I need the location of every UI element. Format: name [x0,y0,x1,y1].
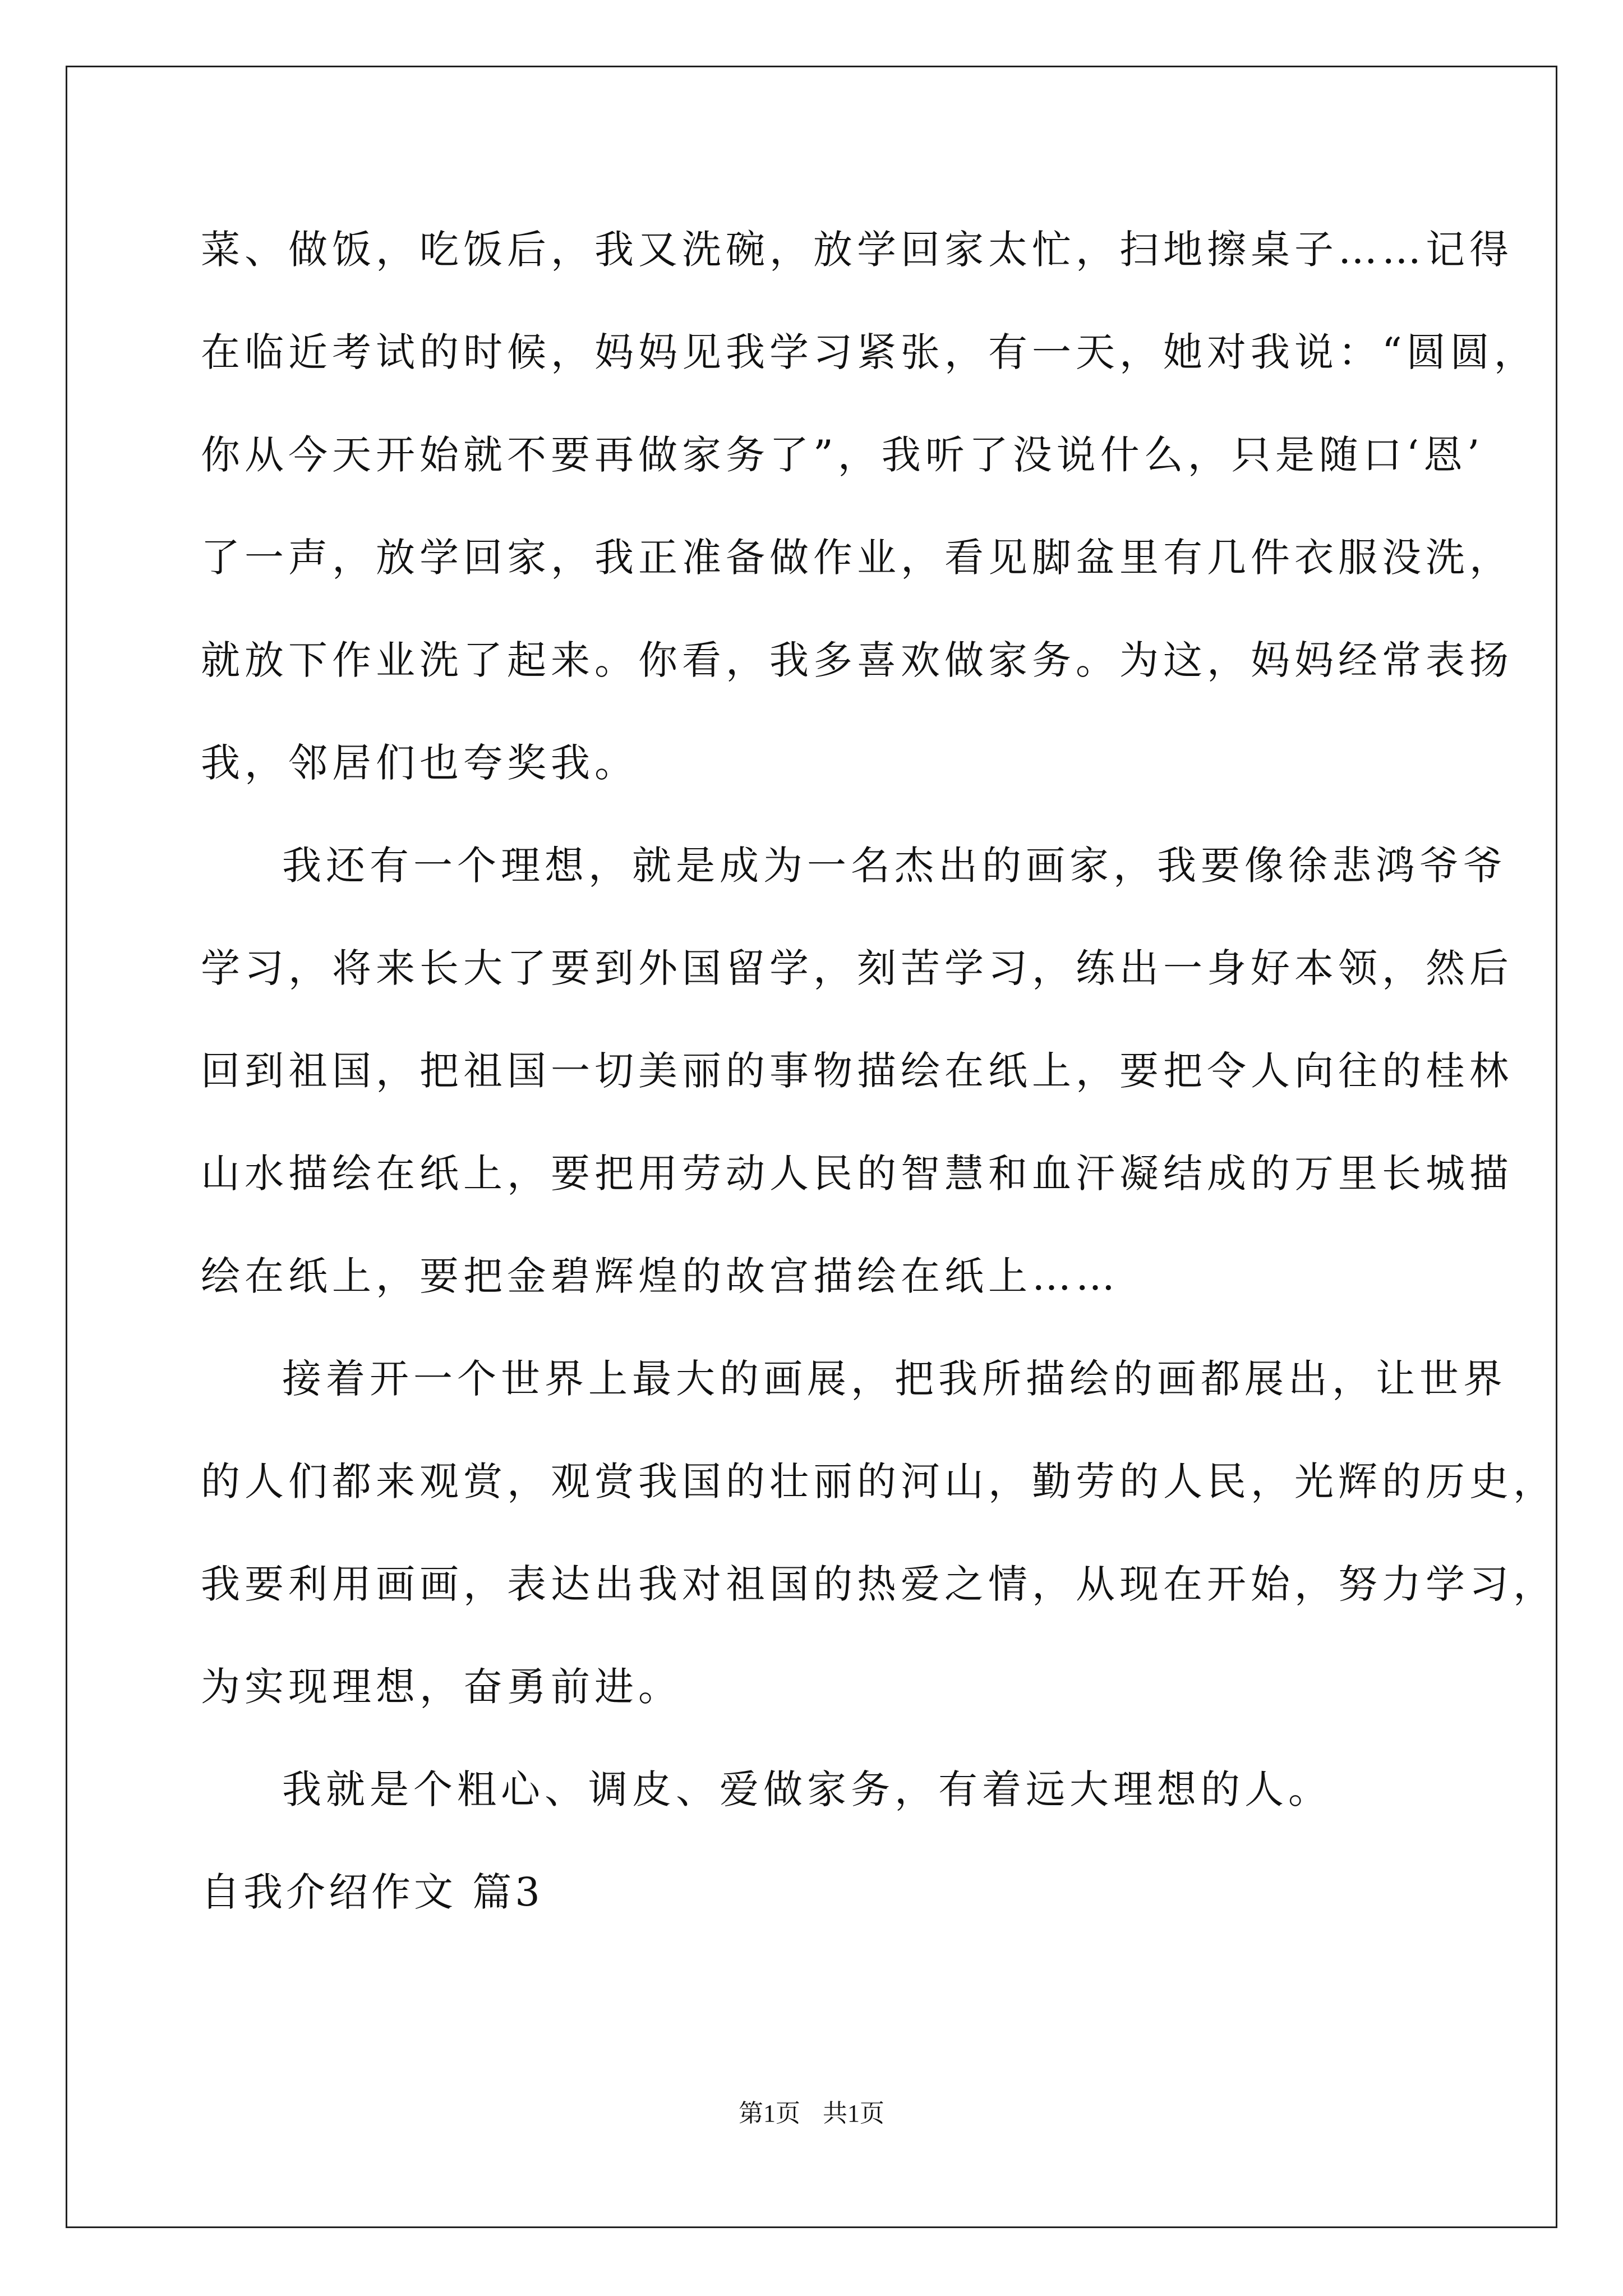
text-line-6: 我，邻居们也夸奖我。 [201,740,638,786]
text-line-4: 了一声，放学回家，我正准备做作业，看见脚盆里有几件衣服没洗， [201,535,1513,581]
text-line-9: 回到祖国，把祖国一切美丽的事物描绘在纸上，要把令人向往的桂林 [201,1048,1513,1094]
text-line-16: 我就是个粗心、调皮、爱做家务，有着远大理想的人。 [282,1766,1332,1812]
page-number-total: 共1页 [823,2100,884,2127]
text-line-5: 就放下作业洗了起来。你看，我多喜欢做家务。为这，妈妈经常表扬 [201,637,1513,683]
text-line-12: 接着开一个世界上最大的画展，把我所描绘的画都展出，让世界 [282,1356,1507,1402]
text-line-11: 绘在纸上，要把金碧辉煌的故宫描绘在纸上…… [201,1253,1119,1299]
section-heading: 自我介绍作文 篇3 [201,1869,543,1915]
text-line-7: 我还有一个理想，就是成为一名杰出的画家，我要像徐悲鸿爷爷 [282,843,1507,889]
text-line-15: 为实现理想，奋勇前进。 [201,1664,682,1710]
text-line-10: 山水描绘在纸上，要把用劳动人民的智慧和血汗凝结成的万里长城描 [201,1151,1513,1197]
text-line-14: 我要利用画画，表达出我对祖国的热爱之情，从现在开始，努力学习， [201,1561,1557,1607]
page-number-current: 第1页 [739,2100,800,2127]
text-line-13: 的人们都来观赏，观赏我国的壮丽的河山，勤劳的人民，光辉的历史， [201,1458,1557,1504]
text-line-2: 在临近考试的时候，妈妈见我学习紧张，有一天，她对我说：“圆圆， [201,329,1538,375]
text-line-1: 菜、做饭，吃饭后，我又洗碗，放学回家太忙，扫地擦桌子……记得 [201,227,1513,273]
text-line-8: 学习，将来长大了要到外国留学，刻苦学习，练出一身好本领，然后 [201,945,1513,991]
page-footer [0,2097,1623,2131]
document-body [201,213,1557,1958]
text-line-3: 你从今天开始就不要再做家务了”，我听了没说什么，只是随口‘恩’ [201,432,1484,478]
